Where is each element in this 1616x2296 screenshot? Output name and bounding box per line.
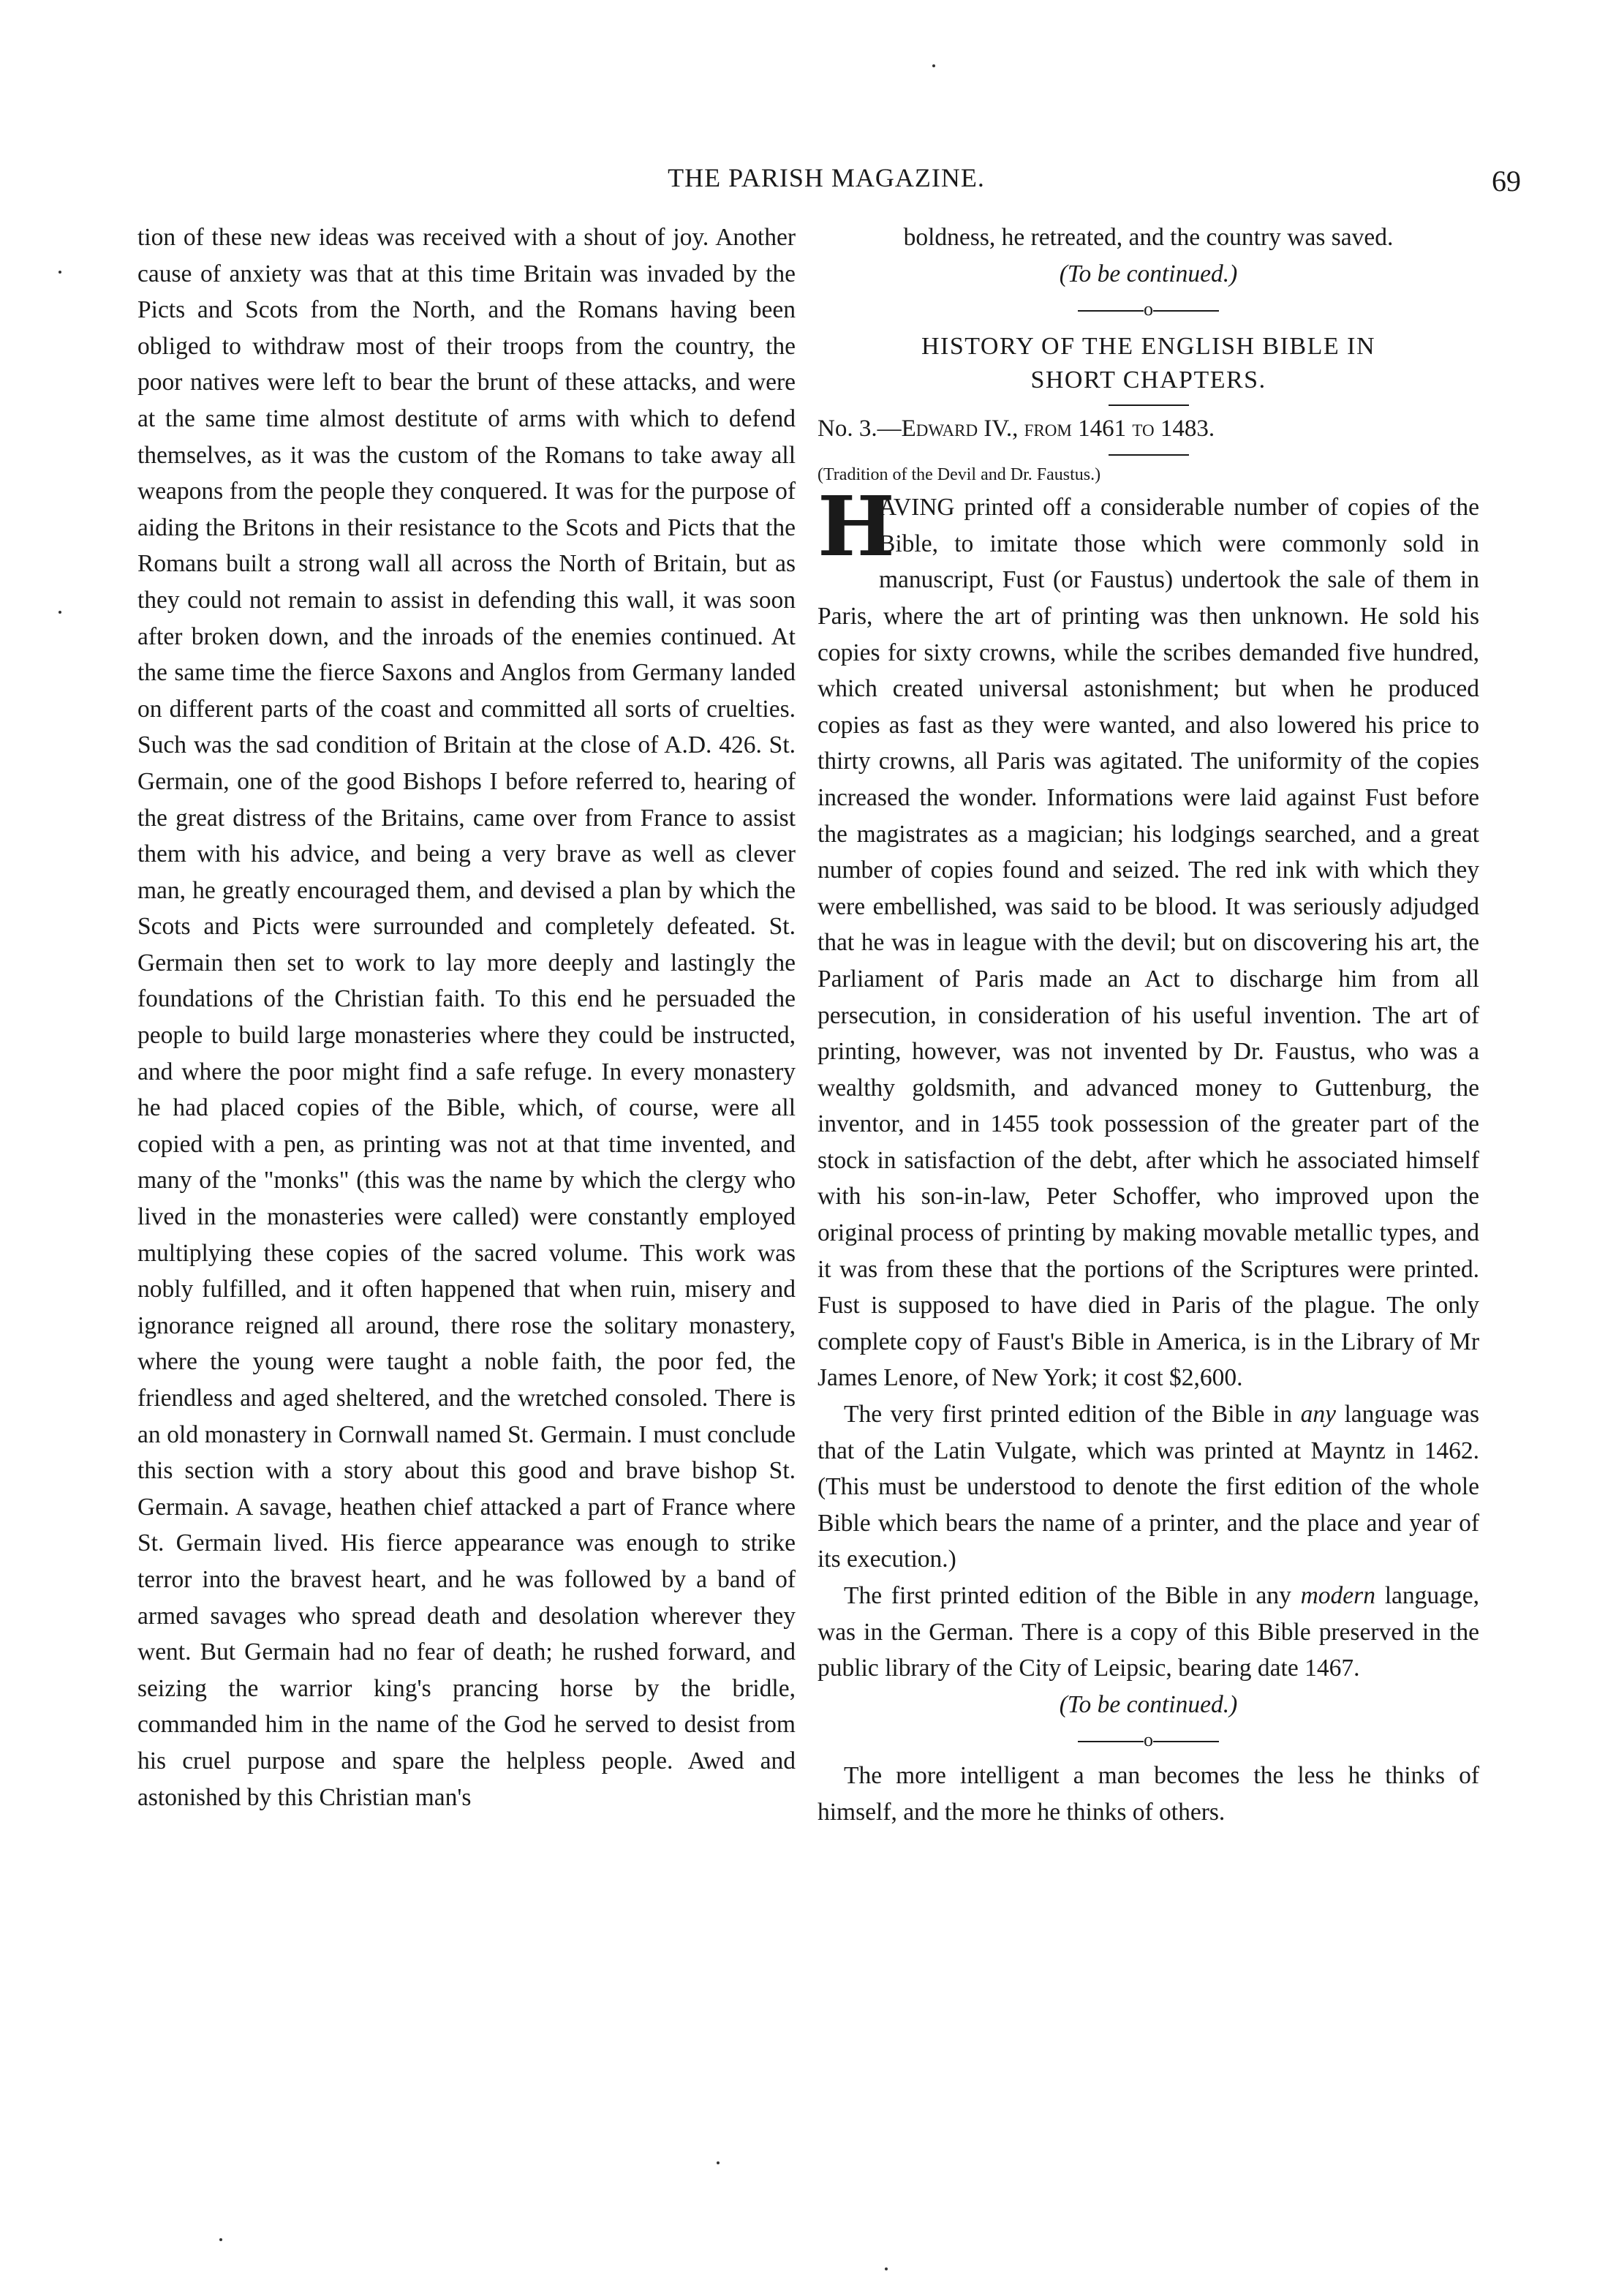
continuation-line: boldness, he retreated, and the country was saved. [903, 224, 1394, 251]
article-title-line-1: HISTORY OF THE ENGLISH BIBLE IN [921, 333, 1376, 361]
section-divider-2: o [818, 1724, 1479, 1756]
article-paragraph-1-text: AVING printed off a considerable number of copies of the Bible, to imitate those which were commonly sold in manuscript, Fust (or Faustus) undertook the sale of them in Paris, where the art of printing was then unknown. He sold his copies for sixty crowns, while the scribes demanded five hundred, which created universal astonishment; but when he produced copies as fast as they were wanted, and also lowered his price to thirty crowns, all Paris was agitated. The uniformity of the copies increased the wonder. Informations were laid against Fust before the magistrates as a magician; his lodgings searched, and a great number of copies found and seized. The red ink with which they were embellished, was said to be blood. It was seriously adjudged that he was in league with the devil; but on discovering his art, the Parliament of Paris made an Act to discharge him from all persecution, in consideration of his useful invention. The art of printing, however, was not invented by Dr. Faustus, who was a wealthy goldsmith, and advanced money to Guttenburg, the inventor, and in 1455 took possession of the greater part of the stock in satisfaction of the debt, after which he associated himself with his son-in-law, Peter Schoffer, who improved upon the original process of printing by making movable metallic types, and it was from these that the portions of the Scriptures were printed. Fust is supposed to have died in Paris of the plague. The only complete copy of Faust's Bible in America, is in the Library of Mr James Lenore, of New York; it cost $2,600. [818, 494, 1479, 1392]
article-paragraph-2: The very first printed edition of the Bible in any language was that of the Latin Vulgate, which was printed at Mayntz in 1462. (This must be understood to denote the first edition of the whole Bible which bears the name of a printer, and the place and year of its execution.) [818, 1401, 1480, 1573]
section-divider: o [818, 293, 1479, 325]
chapter-title: Edward IV., from 1461 to 1483. [901, 415, 1215, 443]
page-header [132, 162, 1521, 206]
page-number: 69 [1492, 165, 1521, 197]
article-paragraph-1 [818, 479, 1479, 1396]
title-rule [1109, 404, 1189, 406]
to-be-continued-note-2: (To be continued.) [1059, 1690, 1238, 1718]
tradition-note: (Tradition of the Devil and Dr. Faustus.) [818, 465, 1101, 485]
left-column [137, 219, 796, 1815]
chapter-number: No. 3.— [818, 415, 902, 443]
running-title: THE PARISH MAGAZINE. [668, 163, 985, 192]
chapter-rule [1109, 454, 1189, 456]
right-column [818, 219, 1479, 1831]
chapter-heading [818, 410, 1479, 447]
ink-speck [717, 2161, 720, 2164]
drop-cap: H [818, 479, 895, 576]
ink-speck [932, 64, 935, 67]
article-title [818, 330, 1479, 397]
ink-speck [58, 611, 61, 614]
closing-maxim: The more intelligent a man becomes the less he thinks of himself, and the more he thinks of others. [818, 1762, 1479, 1826]
article-paragraph-3: The first printed edition of the Bible in any modern language, was in the German. There is a copy of this Bible preserved in the public library of the City of Leipsic, bearing date 1467. [818, 1582, 1479, 1682]
article-title-line-2: SHORT CHAPTERS. [1030, 366, 1266, 394]
ink-speck [58, 271, 61, 274]
left-column-paragraph: tion of these new ideas was received with a shout of joy. Another cause of anxiety was that at this time Britain was invaded by the Picts and Scots from the North, and the Romans having been obliged to withdraw most of their troops from the country, the poor natives were left to bear the brunt of these attacks, and were at the same time almost destitute of arms with which to defend themselves, as it was the custom of the Romans to take away all weapons from the people they conquered. It was for the purpose of aiding the Britons in their resistance to the Scots and Picts that the Romans built a strong wall all across the North of Britain, but as they could not remain to assist in defending this wall, it was soon after broken down, and the inroads of the enemies continued. At the same time the fierce Saxons and Anglos from Germany landed on different parts of the coast and committed all sorts of cruelties. Such was the sad condition of Britain at the close of A.D. 426. St. Germain, one of the good Bishops I before referred to, hearing of the great distress of the Britains, came over from France to assist them with his advice, and being a very brave as well as clever man, he greatly encouraged them, and devised a plan by which the Scots and Picts were surrounded and completely defeated. St. Germain then set to work to lay more deeply and lastingly the foundations of the Christian faith. To this end he persuaded the people to build large monasteries where they could be instructed, and where the poor might find a safe refuge. In every monastery he had placed copies of the Bible, which, of course, were all copied with a pen, as printing was not at that time invented, and many of the "monks" (this was the name by which the clergy who lived in the monasteries were called) were constantly employed multiplying these copies of the sacred volume. This work was nobly fulfilled, and it often happened that when ruin, misery and ignorance reigned all around, there rose the solitary monastery, where the young were taught a noble faith, the poor fed, the friendless and aged sheltered, and the wretched consoled. There is an old monastery in Cornwall named St. Germain. I must conclude this section with a story about this good and brave bishop St. Germain. A savage, heathen chief attacked a part of France where St. Germain lived. His fierce appearance was enough to strike terror into the bravest heart, and he was followed by a band of armed savages who spread death and desolation wherever they went. But Germain had no fear of death; he rushed forward, and seizing the warrior king's prancing horse by the bridle, commanded him in the name of the God he served to desist from his cruel purpose and spare the helpless people. Awed and astonished by this Christian man's [137, 224, 796, 1811]
emphasis-any: any [1300, 1401, 1336, 1429]
emphasis-modern: modern [1300, 1582, 1375, 1609]
ink-speck [219, 2238, 222, 2241]
to-be-continued-note: (To be continued.) [1059, 260, 1238, 287]
ink-speck [885, 2267, 888, 2270]
